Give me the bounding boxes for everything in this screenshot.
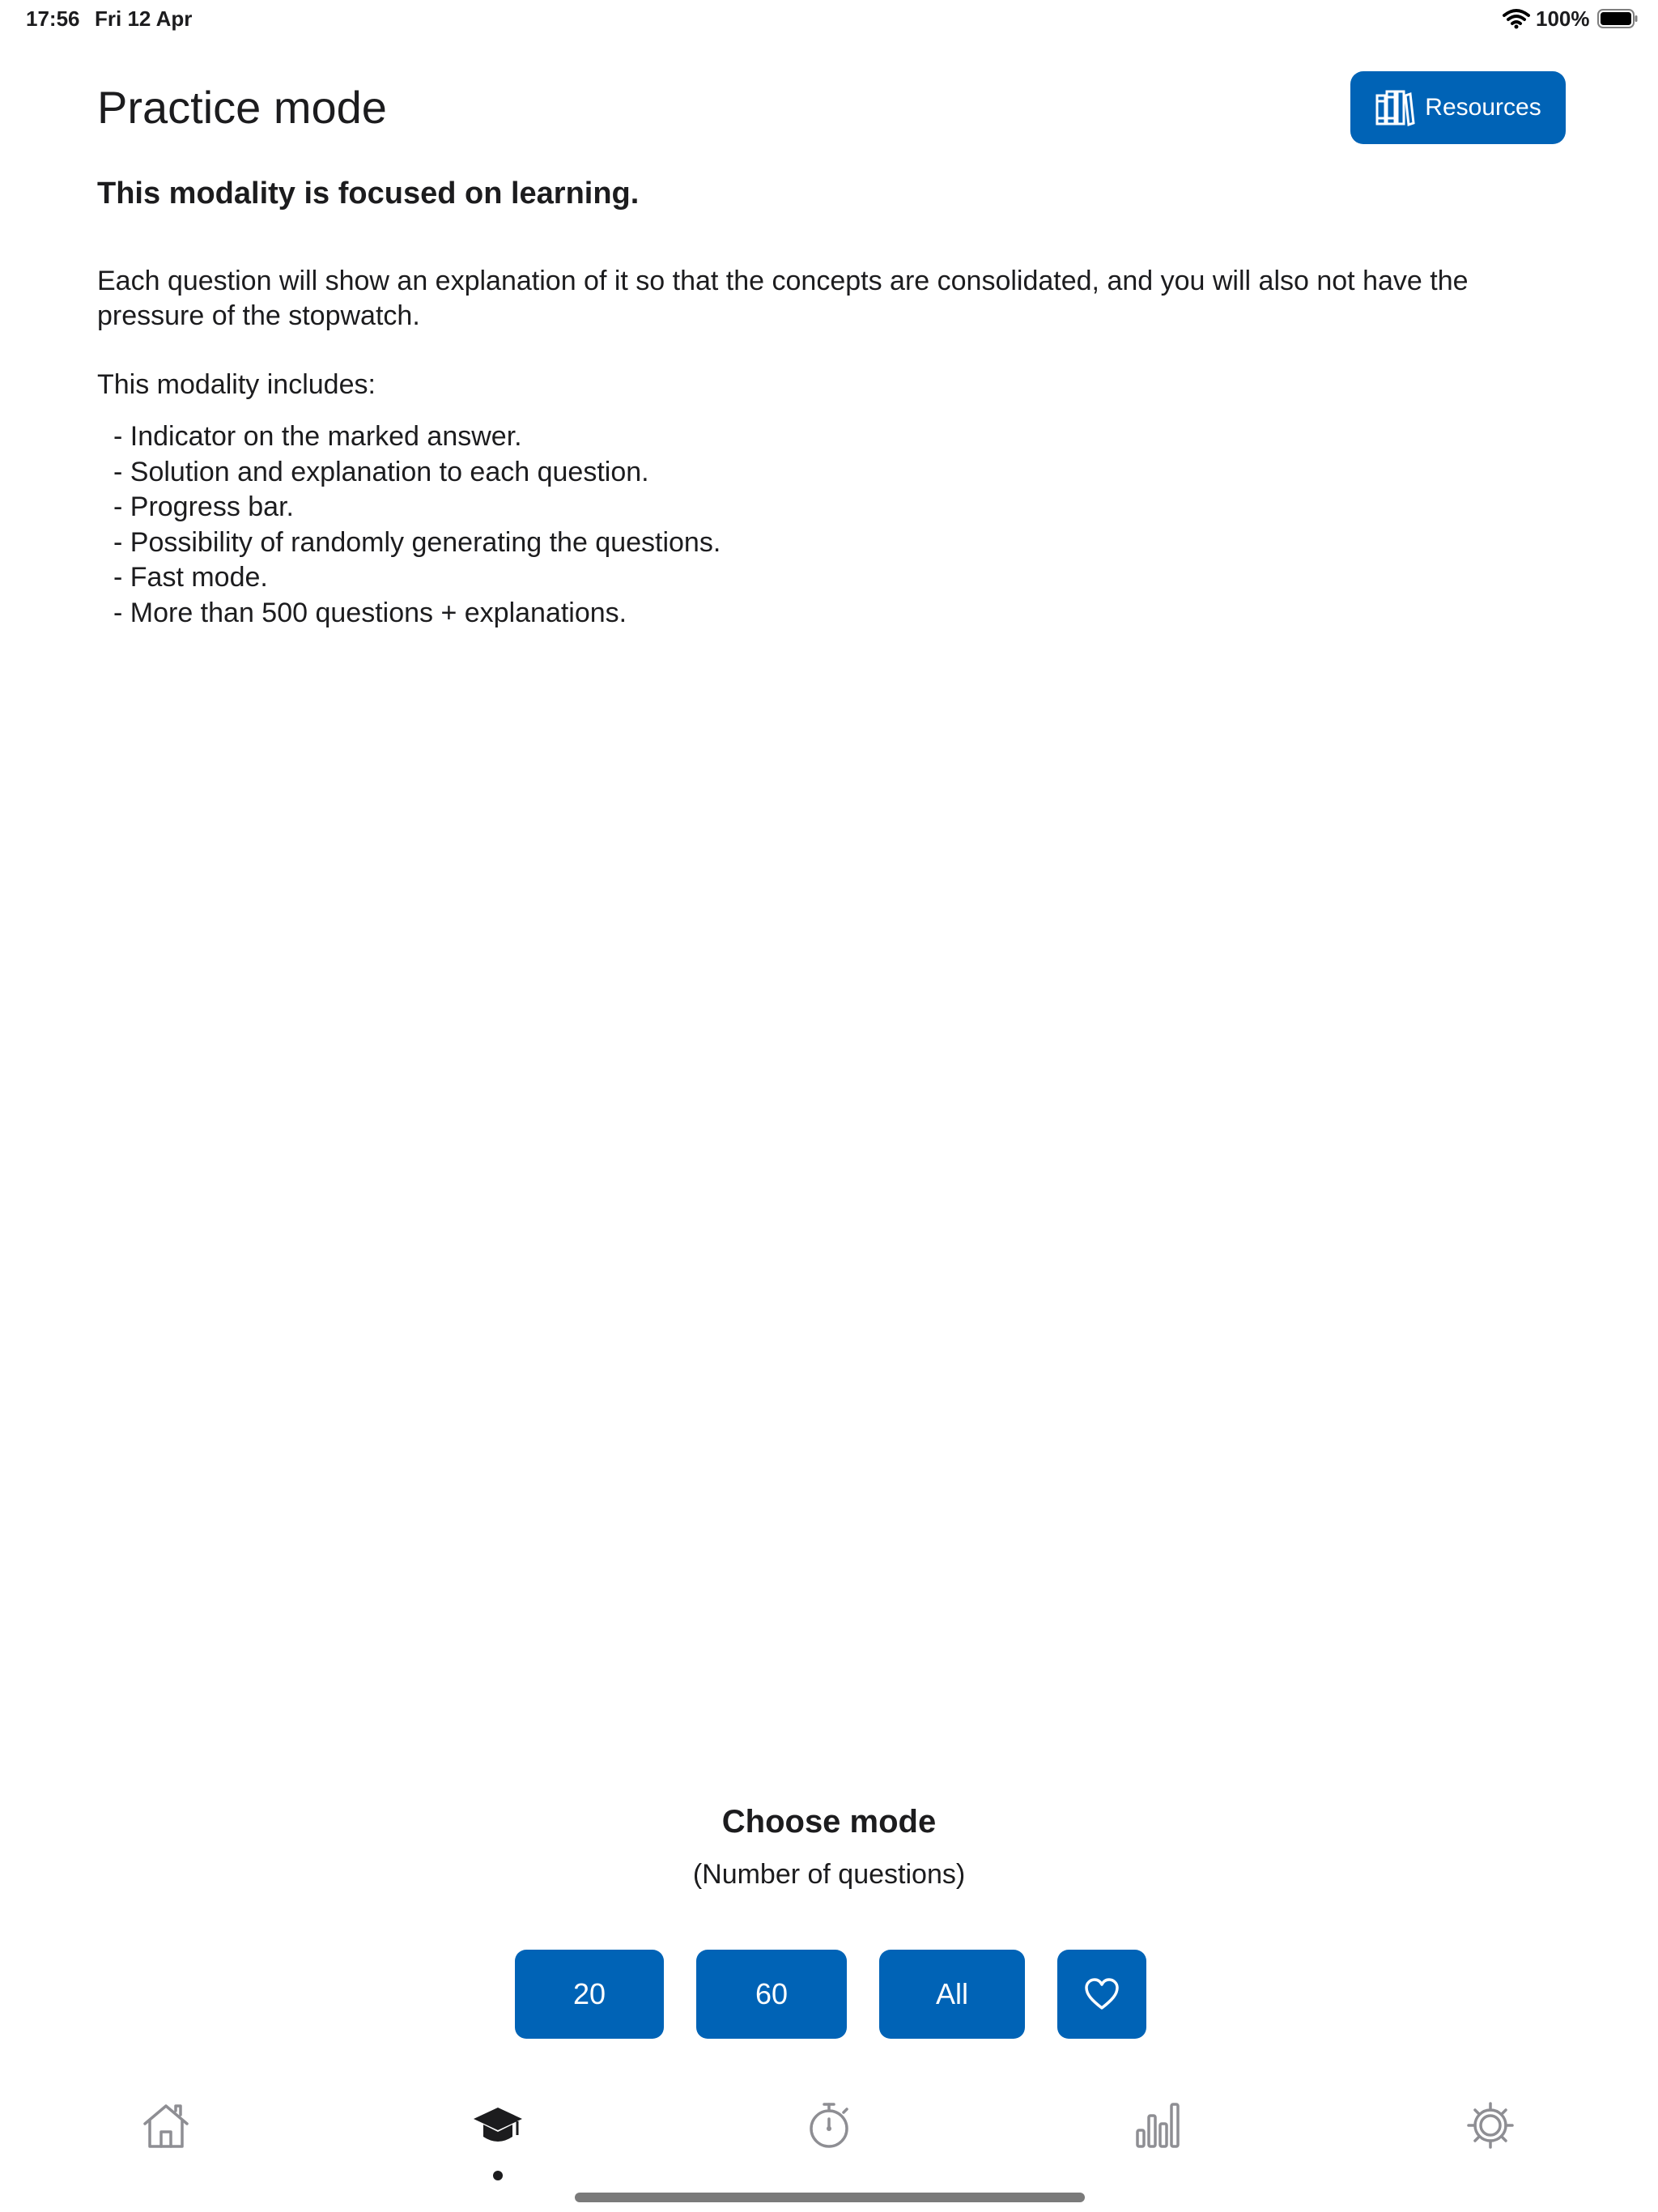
tab-practice[interactable] (470, 2097, 526, 2154)
mode-description: Each question will show an explanation of it so that the concepts are consolidated, and you will also not have the pressure of the stopwatch. (97, 266, 1469, 331)
mode-20-button[interactable]: 20 (515, 1950, 664, 2039)
list-item: - Progress bar. (113, 491, 294, 522)
battery-percent: 100% (1536, 6, 1590, 31)
resources-button[interactable] (1350, 71, 1566, 144)
wifi-icon (1503, 8, 1530, 29)
settings-gear-icon (1465, 2099, 1516, 2151)
includes-label: This modality includes: (97, 369, 376, 400)
features-list (113, 419, 721, 631)
status-date: Fri 12 Apr (95, 6, 193, 31)
tab-statistics[interactable] (1131, 2097, 1188, 2154)
list-item: - Fast mode. (113, 562, 268, 593)
tab-exam[interactable] (801, 2097, 857, 2154)
books-icon (1375, 89, 1415, 126)
list-item: - Indicator on the marked answer. (113, 421, 522, 452)
list-item: - Possibility of randomly generating the questions. (113, 526, 721, 558)
list-item: - Solution and explanation to each question. (113, 456, 649, 487)
resources-label: Resources (1425, 94, 1541, 121)
status-time: 17:56 (26, 6, 80, 31)
favorites-button[interactable] (1057, 1950, 1146, 2039)
bar-chart-icon (1133, 2099, 1185, 2151)
stopwatch-icon (803, 2099, 855, 2151)
home-icon (140, 2099, 192, 2151)
choose-mode-title: Choose mode (721, 1804, 937, 1840)
page-title: Practice mode (97, 82, 387, 133)
heart-icon (1083, 1977, 1120, 2011)
battery-icon (1597, 8, 1638, 29)
graduation-cap-icon (472, 2099, 524, 2151)
tab-home[interactable] (138, 2097, 194, 2154)
status-bar (0, 0, 1658, 39)
home-indicator[interactable] (575, 2193, 1085, 2202)
tab-settings[interactable] (1462, 2097, 1519, 2154)
selected-tab-indicator (493, 2171, 503, 2180)
choose-mode-subtitle: (Number of questions) (692, 1859, 966, 1890)
mode-60-button[interactable]: 60 (696, 1950, 847, 2039)
list-item: - More than 500 questions + explanations. (113, 597, 627, 628)
mode-all-button[interactable]: All (879, 1950, 1025, 2039)
mode-subtitle: This modality is focused on learning. (97, 177, 640, 211)
